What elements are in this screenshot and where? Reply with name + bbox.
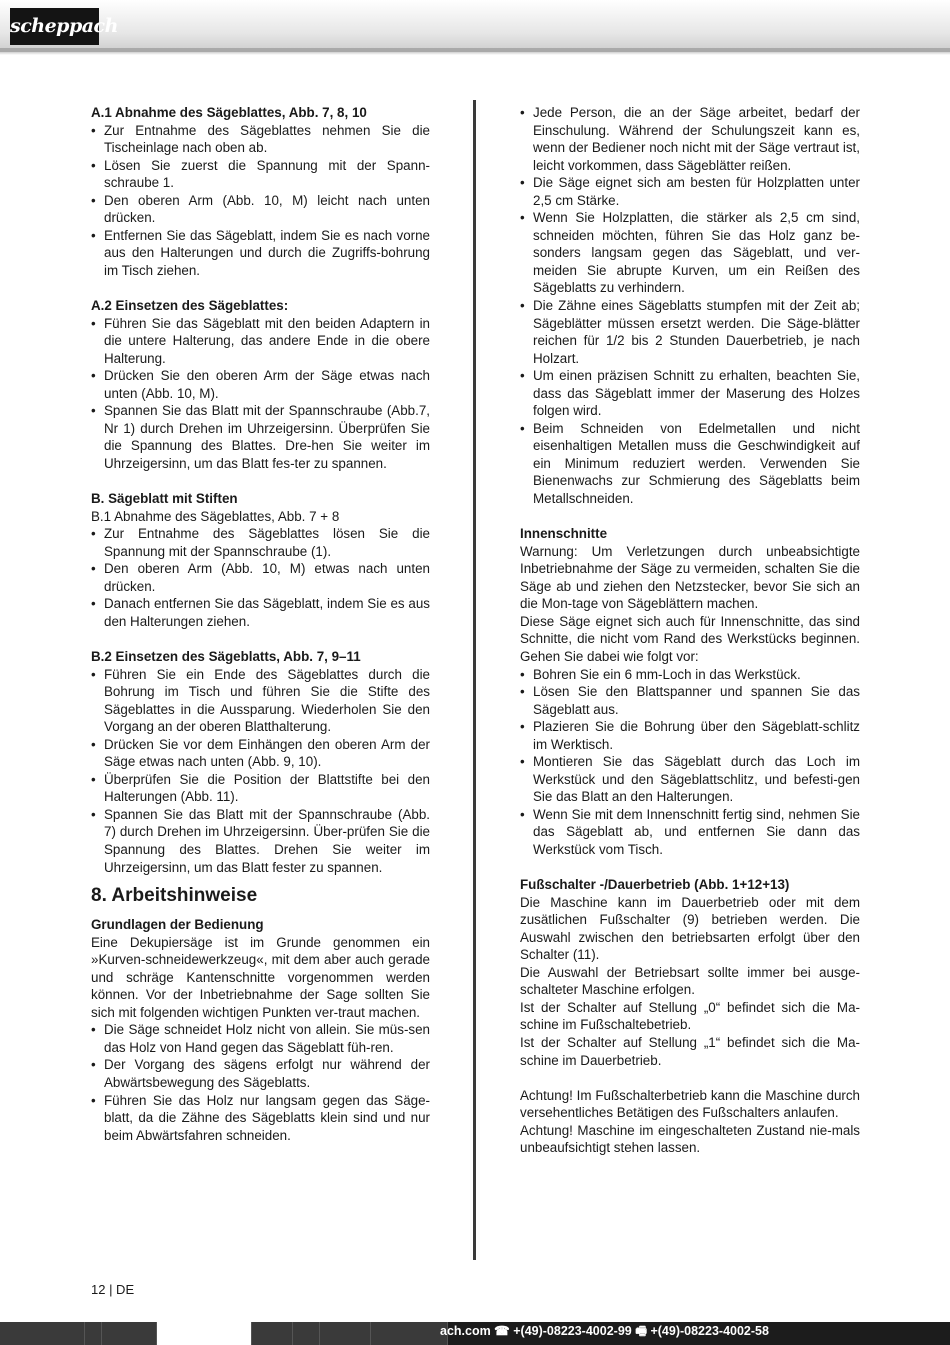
bullet-item: • Bohren Sie ein 6 mm-Loch in das Werkstück. (520, 666, 860, 684)
left-column (91, 104, 430, 1144)
bullet-item: • Spannen Sie das Blatt mit der Spannschraube (Abb. 7) durch Drehen im Uhrzeigersinn. Über-prüfen Sie die Spannung des Blattes. Drehen Sie weiter im Uhrzeigersinn, um das Blatt fester zu spannen. (91, 806, 430, 876)
paragraph: Diese Säge eignet sich auch für Innenschnitte, das sind Schnitte, die nicht vom Rand des Werkstücks beginnen. Gehen Sie dabei wie folgt vor: (520, 613, 860, 664)
paragraph: Achtung! Maschine im eingeschalteten Zustand nie-mals unbeaufsichtigt stehen lassen. (520, 1122, 860, 1156)
footer-cell (102, 1322, 157, 1345)
bullet-item: • Führen Sie ein Ende des Sägeblattes durch die Bohrung im Tisch und führen Sie die Stifte des Sägeblattes in die Aussparung. Wiederholen Sie den Vorgang an der oberen Blatthalterung. (91, 666, 430, 736)
paragraph-gap (91, 630, 430, 648)
bullet-item: • Wenn Sie Holzplatten, die stärker als 2,5 cm sind, schneiden möchten, führen Sie das Holz ganz be-sonders langsam gegen das Sägeblatt, und ver-meiden Sie abrupte Kurven, um ein Reißen des Sägeblatts zu verhindern. (520, 209, 860, 297)
bullet-item: • Jede Person, die an der Säge arbeitet, bedarf der Einschulung. Während der Schulungszeit kann es, wenn der Bediener noch nicht mit der Säge vertraut ist, leicht vorkommen, dass Sägeblätter reißen. (520, 104, 860, 174)
paragraph-gap (91, 472, 430, 490)
paragraph: Ist der Schalter auf Stellung „1“ befindet sich die Ma-schine im Dauerbetrieb. (520, 1034, 860, 1068)
scheppach-logo: scheppach (10, 8, 99, 45)
page-number: 12 | DE (91, 1282, 135, 1297)
bullet-item: • Plazieren Sie die Bohrung über den Sägeblatt-schlitz im Werktisch. (520, 718, 860, 753)
bullet-item: • Danach entfernen Sie das Sägeblatt, indem Sie es aus den Halterungen ziehen. (91, 595, 430, 630)
bullet-item: • Die Zähne eines Sägeblatts stumpfen mit der Zeit ab; Sägeblätter müssen ersetzt werden. Die Säge-blätter reichen für 1/2 bis 2 Stunden Dauerbetrieb, je nach Holzart. (520, 297, 860, 367)
footer-cell (157, 1322, 252, 1345)
section-heading: A.2 Einsetzen des Sägeblattes: (91, 298, 289, 314)
bullet-item: • Den oberen Arm (Abb. 10, M) etwas nach unten drücken. (91, 560, 430, 595)
footer-cell (293, 1322, 320, 1345)
section-heading: Innenschnitte (520, 526, 608, 542)
page-footer (0, 1322, 950, 1345)
column-divider (473, 100, 476, 1260)
bullet-item: • Montieren Sie das Sägeblatt durch das Loch im Werkstück und den Sägeblattschlitz, und befesti-gen Sie das Blatt an den Halterungen. (520, 753, 860, 806)
paragraph: Eine Dekupiersäge ist im Grunde genommen ein »Kurven-schneidewerkzeug«, mit dem aber auch gerade und schräge Kantenschnitte vorgenommen werden können. Vor der Inbetriebnahme der Sage sollten Sie sich mit folgenden wichtigen Punkten ver-traut machen. (91, 934, 430, 1020)
bullet-item: • Wenn Sie mit dem Innenschnitt fertig sind, nehmen Sie das Sägeblatt ab, und entfernen Sie dann das Werkstück vom Tisch. (520, 806, 860, 859)
bullet-item: • Lösen Sie zuerst die Spannung mit der Spann-schraube 1. (91, 157, 430, 192)
section-heading: Fußschalter -/Dauerbetrieb (Abb. 1+12+13) (520, 877, 790, 893)
bullet-item: • Beim Schneiden von Edelmetallen und nicht eisenhaltigen Metallen muss die Geschwindigkeit auf ein Minimum reduziert werden. Verwenden Sie Bienenwachs zur Schmierung des Sägeblatts beim Metallschneiden. (520, 420, 860, 508)
bullet-item: • Zur Entnahme des Sägeblattes lösen Sie die Spannung mit der Spannschraube (1). (91, 525, 430, 560)
section-heading: A.1 Abnahme des Sägeblattes, Abb. 7, 8, 10 (91, 105, 367, 120)
paragraph: B.1 Abnahme des Sägeblattes, Abb. 7 + 8 (91, 508, 340, 524)
bullet-item: • Entfernen Sie das Sägeblatt, indem Sie es nach vorne aus den Halterungen und durch die Zugriffs-bohrung im Tisch ziehen. (91, 227, 430, 280)
section-heading: B.2 Einsetzen des Sägeblatts, Abb. 7, 9–11 (91, 648, 361, 664)
right-column (520, 104, 860, 1157)
footer-color-bar (0, 1322, 448, 1345)
bullet-item: • Drücken Sie den oberen Arm der Säge etwas nach unten (Abb. 10, M). (91, 367, 430, 402)
bullet-item: • Der Vorgang des sägens erfolgt nur während der Abwärtsbewegung des Sägeblatts. (91, 1056, 430, 1091)
bullet-item: • Führen Sie das Holz nur langsam gegen das Säge-blatt, da die Zähne des Sägeblatts klein sind und nur beim Abwärtsfahren schneiden. (91, 1092, 430, 1145)
bullet-item: • Drücken Sie vor dem Einhängen den oberen Arm der Säge etwas nach unten (Abb. 9, 10). (91, 736, 430, 771)
bullet-item: • Spannen Sie das Blatt mit der Spannschraube (Abb.7, Nr 1) durch Drehen im Uhrzeigersinn. Überprüfen Sie die Spannung des Blattes. Dre-hen Sie weiter im Uhrzeigersinn, um das Blatt fes-ter zu spannen. (91, 402, 430, 472)
paragraph: Warnung: Um Verletzungen durch unbeabsichtigte Inbetriebnahme der Säge zu vermeiden, schalten Sie die Säge ab und ziehen den Netzstecker, bevor Sie sich an die Mon-tage von Sägeblättern machen. (520, 543, 860, 612)
footer-cell (85, 1322, 102, 1345)
header-shadow (0, 52, 950, 55)
paragraph: Die Maschine kann im Dauerbetrieb oder mit dem zusätlichen Fußschalter (9) betrieben werden. Die Auswahl zwischen den betriebsarten erfolgt über den Schalter (11). (520, 894, 860, 963)
bullet-item: • Um einen präzisen Schnitt zu erhalten, beachten Sie, dass das Sägeblatt immer der Maserung des Holzes folgen wird. (520, 367, 860, 420)
section-heading: Grundlagen der Bedienung (91, 917, 264, 933)
paragraph: Die Auswahl der Betriebsart sollte immer bei ausge-schalteter Maschine erfolgen. (520, 964, 860, 998)
bullet-item: • Den oberen Arm (Abb. 10, M) leicht nach unten drücken. (91, 192, 430, 227)
chapter-heading: 8. Arbeitshinweise (91, 885, 258, 907)
bullet-item: • Zur Entnahme des Sägeblattes nehmen Sie die Tischeinlage nach oben ab. (91, 122, 430, 157)
bullet-item: • Die Säge schneidet Holz nicht von allein. Sie müs-sen das Holz von Hand gegen das Sägeblatt füh-ren. (91, 1021, 430, 1056)
section-heading: B. Sägeblatt mit Stiften (91, 491, 238, 507)
bullet-item: • Führen Sie das Sägeblatt mit den beiden Adaptern in die untere Halterung, das andere Ende in die obere Halterung. (91, 315, 430, 368)
paragraph: Ist der Schalter auf Stellung „0“ befindet sich die Ma-schine im Fußschaltebetrieb. (520, 999, 860, 1033)
bullet-item: • Die Säge eignet sich am besten für Holzplatten unter 2,5 cm Stärke. (520, 174, 860, 209)
footer-contact: ach.com ☎ +(49)-08223-4002-99 🖷 +(49)-08223-4002-58 (440, 1324, 769, 1338)
footer-cell (320, 1322, 371, 1345)
page-header (0, 0, 950, 48)
paragraph-gap (520, 859, 860, 877)
bullet-item: • Überprüfen Sie die Position der Blattstifte bei den Halterungen (Abb. 11). (91, 771, 430, 806)
footer-cell (0, 1322, 85, 1345)
bullet-item: • Lösen Sie den Blattspanner und spannen Sie das Sägeblatt aus. (520, 683, 860, 718)
paragraph: Achtung! Im Fußschalterbetrieb kann die Maschine durch versehentliches Betätigen des Fußschalters anlaufen. (520, 1087, 860, 1121)
footer-cell (371, 1322, 448, 1345)
paragraph-gap (91, 279, 430, 297)
footer-cell (252, 1322, 293, 1345)
paragraph-gap (520, 508, 860, 526)
paragraph-gap (520, 1069, 860, 1087)
